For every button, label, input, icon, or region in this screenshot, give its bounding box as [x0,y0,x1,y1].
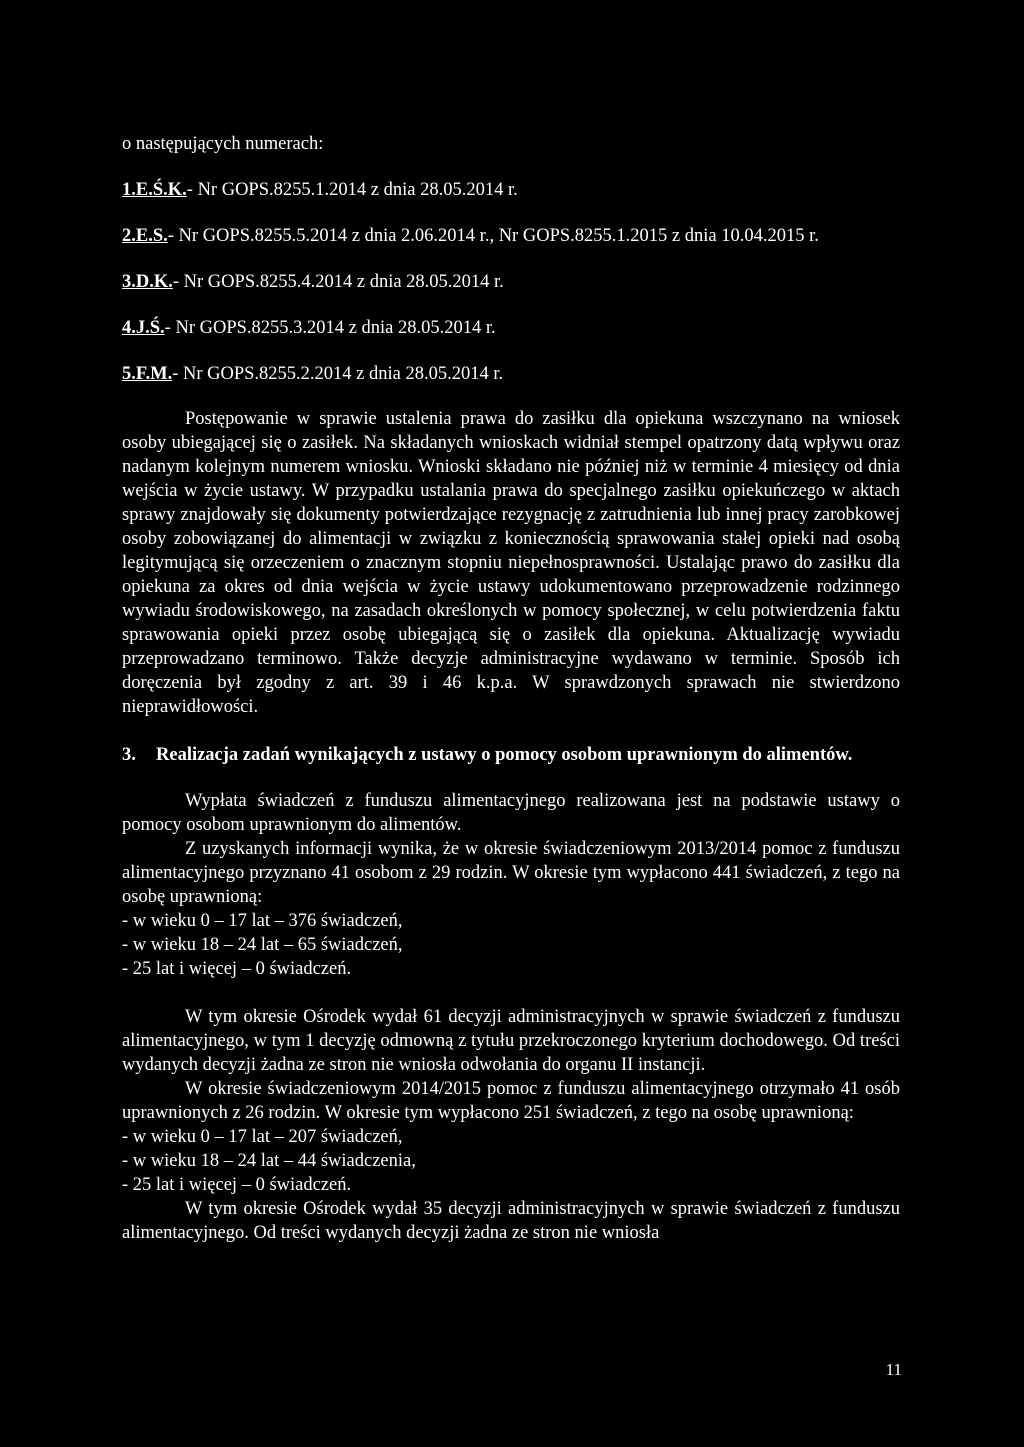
case-text: - Nr GOPS.8255.4.2014 z dnia 28.05.2014 r. [172,272,504,292]
spacer [122,981,900,1005]
document-page [122,131,900,1245]
case-text: - Nr GOPS.8255.3.2014 z dnia 28.05.2014 r. [164,318,496,338]
case-text: - Nr GOPS.8255.1.2014 z dnia 28.05.2014 r. [186,180,518,200]
case-id: 2.E.S. [122,226,168,246]
paragraph-period-2013: Z uzyskanych informacji wynika, że w okresie świadczeniowym 2013/2014 pomoc z funduszu alimentacyjnego przyznano 41 osobom z 29 rodzin. W okresie tym wypłacono 441 świadczeń, z tego na osobę uprawnioną: [122,839,900,907]
case-text: - Nr GOPS.8255.2.2014 z dnia 28.05.2014 r. [172,364,504,384]
paragraph-procedure: Postępowanie w sprawie ustalenia prawa do zasiłku dla opiekuna wszczynano na wniosek osoby ubiegającej się o zasiłek. Na składanych wnioskach widniał stempel opatrzony datą wpływu oraz nadanym kolejnym numerem wniosku. Wnioski składano nie później niż w terminie 4 miesięcy od dnia wejścia w życie ustawy. W przypadku ustalania prawa do specjalnego zasiłku opiekuńczego w aktach sprawy znajdowały się dokumenty potwierdzające rezygnację z zatrudnienia lub innej pracy zarobkowej osoby zobowiązanej do alimentacji w związku z koniecznością sprawowania stałej opieki nad osobą legitymującą się orzeczeniem o znacznym stopniu niepełnosprawności. Ustalając prawo do zasiłku dla opiekuna za okres od dnia wejścia w życie ustawy udokumentowano przeprowadzenie rodzinnego wywiadu środowiskowego, na zasadach określonych w pomocy społecznej, w celu potwierdzenia faktu sprawowania opieki przez osobę ubiegającą się o zasiłek dla opiekuna. Aktualizację wywiadu przeprowadzano terminowo. Także decyzje administracyjne wydawano w terminie. Sposób ich doręczenia był zgodny z art. 39 i 46 k.p.a. W sprawdzonych sprawach nie stwierdzono nieprawidłowości. [122,409,900,717]
paragraph-period-2014: W okresie świadczeniowym 2014/2015 pomoc z funduszu alimentacyjnego otrzymało 41 osób uprawnionych z 26 rodzin. W okresie tym wypłacono 251 świadczeń, z tego na osobę uprawnioną: [122,1079,900,1123]
case-id: 4.J.Ś. [122,318,165,338]
paragraph-decisions-2013: W tym okresie Ośrodek wydał 61 decyzji administracyjnych w sprawie świadczeń z funduszu alimentacyjnego, w tym 1 decyzję odmowną z tytułu przekroczonego kryterium dochodowego. Od treści wydanych decyzji żadna ze stron nie wniosła odwołania do organu II instancji. [122,1007,900,1075]
case-entry [122,223,900,249]
section-title: Realizacja zadań wynikających z ustawy o pomocy osobom uprawnionym do alimentów. [156,745,853,765]
case-text: - Nr GOPS.8255.5.2014 z dnia 2.06.2014 r., Nr GOPS.8255.1.2015 z dnia 10.04.2015 r. [167,226,819,246]
list-item: - w wieku 18 – 24 lat – 65 świadczeń, [122,935,403,955]
paragraph-legal-basis: Wypłata świadczeń z funduszu alimentacyjnego realizowana jest na podstawie ustawy o pomocy osobom uprawnionym do alimentów. [122,791,900,835]
list-item: - w wieku 0 – 17 lat – 207 świadczeń, [122,1127,403,1147]
list-item: - w wieku 18 – 24 lat – 44 świadczenia, [122,1151,416,1171]
list-item: - 25 lat i więcej – 0 świadczeń. [122,959,352,979]
case-id: 5.F.M. [122,364,173,384]
intro-line: o następujących numerach: [122,134,324,154]
section-number: 3. [122,745,136,765]
case-entry [122,177,900,203]
page-number: 11 [885,1360,902,1379]
case-entry [122,361,900,387]
section-heading [122,743,900,767]
case-id: 3.D.K. [122,272,173,292]
case-entry [122,315,900,341]
case-entry [122,269,900,295]
paragraph-decisions-2014: W tym okresie Ośrodek wydał 35 decyzji administracyjnych w sprawie świadczeń z funduszu alimentacyjnego. Od treści wydanych decyzji żadna ze stron nie wniosła [122,1199,900,1243]
case-id: 1.E.Ś.K. [122,180,187,200]
list-item: - w wieku 0 – 17 lat – 376 świadczeń, [122,911,403,931]
list-item: - 25 lat i więcej – 0 świadczeń. [122,1175,352,1195]
